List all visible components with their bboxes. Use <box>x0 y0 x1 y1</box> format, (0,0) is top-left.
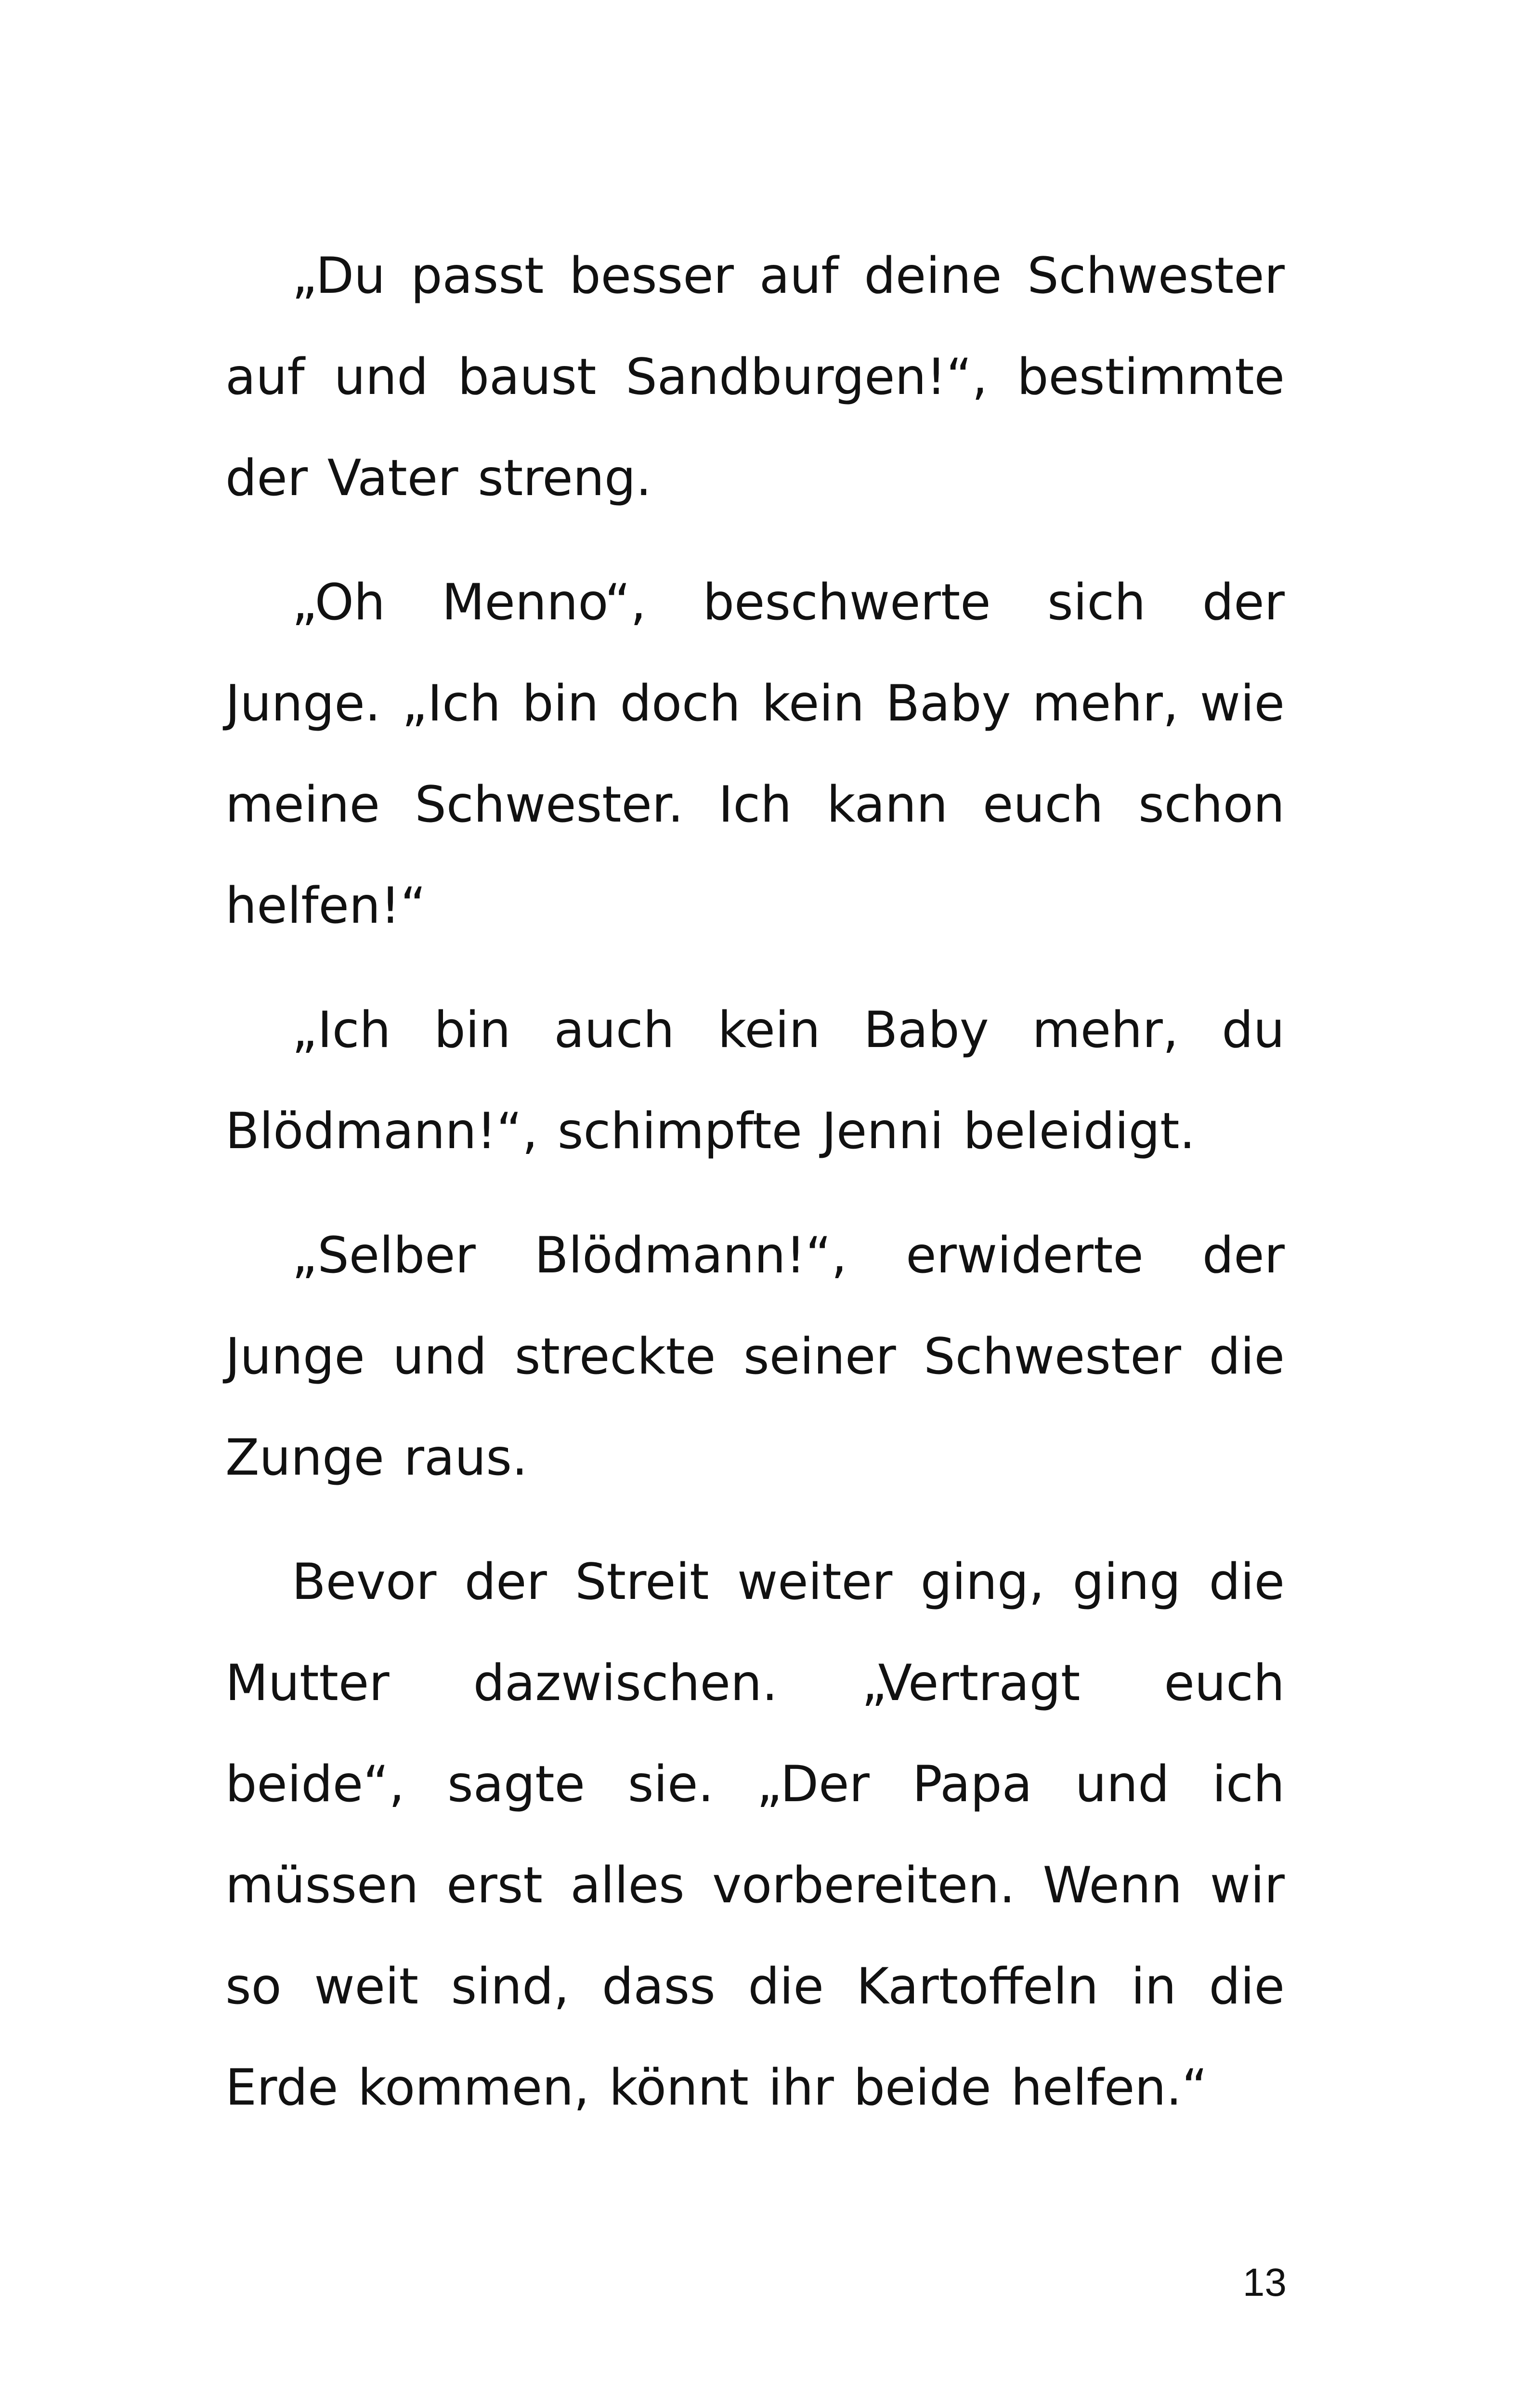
paragraph: „Du passt besser auf deine Schwester auf und baust Sandburgen!“, bestimmte der Vater streng. <box>225 247 1285 507</box>
paragraph: „Oh Menno“, beschwerte sich der Junge. „Ich bin doch kein Baby mehr, wie meine Schwester. Ich kann euch schon helfen!“ <box>225 574 1285 935</box>
paragraph: „Ich bin auch kein Baby mehr, du Blödmann!“, schimpfte Jenni beleidigt. <box>225 1001 1285 1160</box>
page-number: 13 <box>1242 2261 1287 2304</box>
paragraph: Bevor der Streit weiter ging, ging die Mutter dazwischen. „Vertragt euch beide“, sagte sie. „Der Papa und ich müssen erst alles vorbereiten. Wenn wir so weit sind, dass die Kartoffeln in die Erde kommen, könnt ihr beide helfen.“ <box>225 1553 1285 2117</box>
story-text <box>225 225 1285 2161</box>
paragraph: „Selber Blödmann!“, erwiderte der Junge und streckte seiner Schwester die Zunge raus. <box>225 1227 1285 1487</box>
